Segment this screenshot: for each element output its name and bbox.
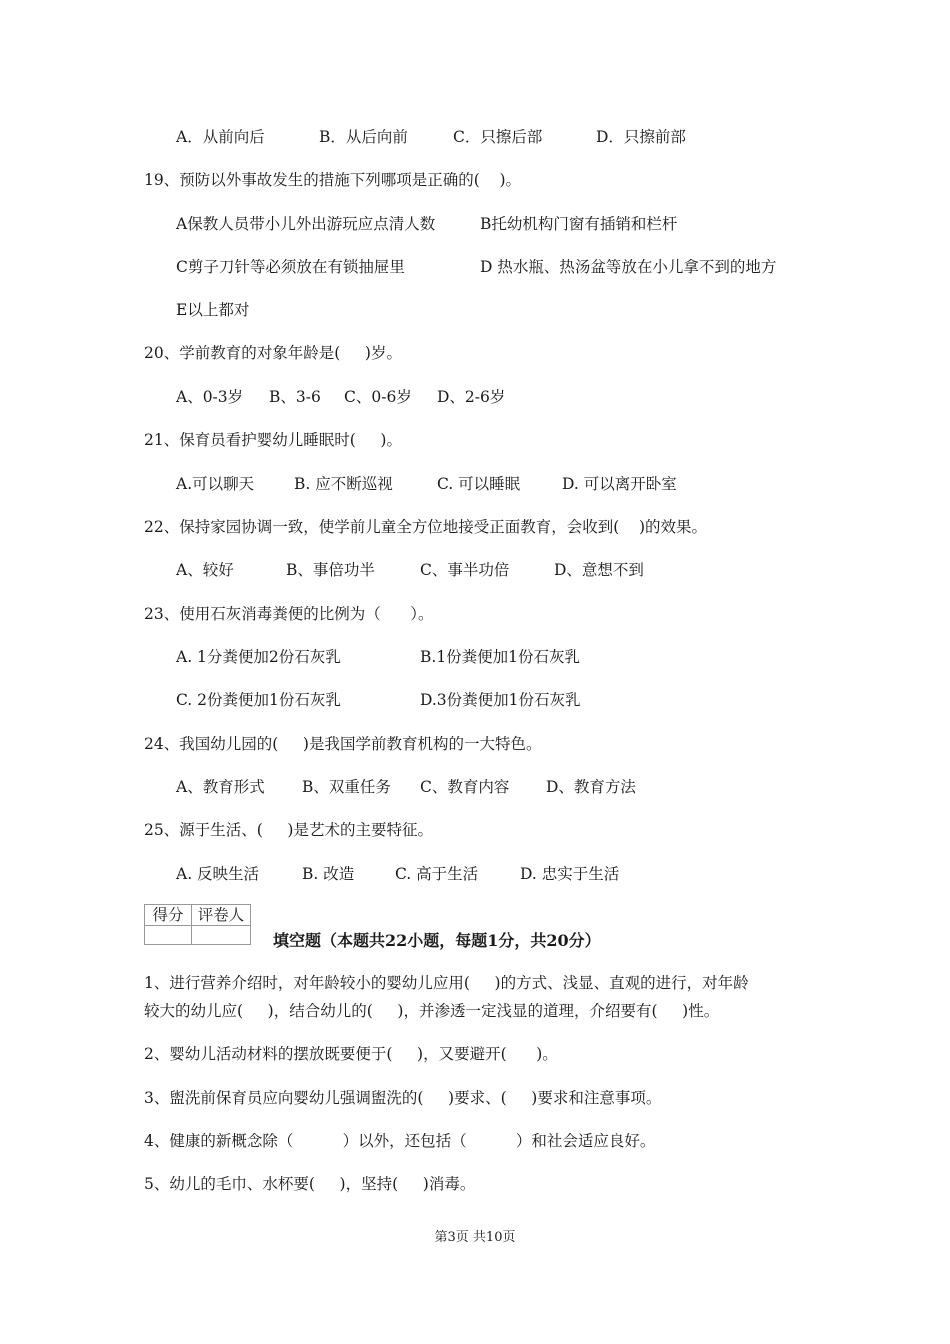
q25-stem: 25、源于生活、( )是艺术的主要特征。 [144,821,433,839]
fill-q1-line1: 1、进行营养介绍时，对年龄较小的婴幼儿应用( )的方式、浅显、直观的进行，对年龄 [144,974,749,992]
grader-cell [192,926,251,945]
page-footer: 第3页 共10页 [434,1230,516,1245]
q18-option-d: D．只擦前部 [596,128,686,146]
q22-option-d: D、意想不到 [554,561,644,579]
q19-option-e: E以上都对 [176,301,250,319]
q25-option-a: A. 反映生活 [176,865,260,883]
q20-option-b: B、3-6 [269,388,321,406]
q19-option-a: A保教人员带小儿外出游玩应点清人数 [176,215,436,233]
q23-option-c: C. 2份粪便加1份石灰乳 [176,691,341,709]
q25-option-b: B. 改造 [302,865,355,883]
fill-q1-line2: 较大的幼儿应( )，结合幼儿的( )，并渗透一定浅显的道理，介绍要有( )性。 [144,1002,720,1020]
q24-option-c: C、教育内容 [420,778,510,796]
q24-stem: 24、我国幼儿园的( )是我国学前教育机构的一大特色。 [144,735,542,753]
q21-option-d: D. 可以离开卧室 [562,475,677,493]
fill-q4: 4、健康的新概念除（ ）以外，还包括（ ）和社会适应良好。 [144,1132,656,1150]
q18-option-c: C．只擦后部 [453,128,543,146]
q23-option-b: B.1份粪便加1份石灰乳 [420,648,581,666]
q20-stem: 20、学前教育的对象年龄是( )岁。 [144,344,402,362]
q20-option-a: A、0-3岁 [176,388,244,406]
q20-option-d: D、2-6岁 [437,388,506,406]
q24-option-a: A、教育形式 [176,778,265,796]
q19-option-d: D 热水瓶、热汤盆等放在小儿拿不到的地方 [480,258,777,276]
q18-option-b: B．从后向前 [319,128,408,146]
q25-option-c: C. 高于生活 [395,865,479,883]
q21-stem: 21、保育员看护婴幼儿睡眠时( )。 [144,431,402,449]
q24-option-d: D、教育方法 [546,778,636,796]
q22-option-c: C、事半功倍 [420,561,510,579]
q19-option-c: C剪子刀针等必须放在有锁抽屉里 [176,258,405,276]
section-title: 填空题（本题共22小题，每题1分，共20分） [273,931,601,950]
q21-option-a: A.可以聊天 [176,475,255,493]
score-box [144,904,251,945]
q18-option-a: A．从前向后 [176,128,265,146]
q19-stem: 19、预防以外事故发生的措施下列哪项是正确的( )。 [144,171,522,189]
q23-option-d: D.3份粪便加1份石灰乳 [420,691,581,709]
fill-q3: 3、盥洗前保育员应向婴幼儿强调盥洗的( )要求、( )要求和注意事项。 [144,1089,662,1107]
q23-option-a: A. 1分粪便加2份石灰乳 [176,648,341,666]
q21-option-b: B. 应不断巡视 [294,475,393,493]
fill-q5: 5、幼儿的毛巾、水杯要( )，坚持( )消毒。 [144,1175,476,1193]
grader-label: 评卷人 [192,905,251,926]
q19-option-b: B托幼机构门窗有插销和栏杆 [480,215,678,233]
q25-option-d: D. 忠实于生活 [520,865,620,883]
score-cell [145,926,192,945]
score-label: 得分 [145,905,192,926]
q22-stem: 22、保持家园协调一致，使学前儿童全方位地接受正面教育，会收到( )的效果。 [144,518,708,536]
q21-option-c: C. 可以睡眠 [437,475,521,493]
q23-stem: 23、使用石灰消毒粪便的比例为（ ）。 [144,605,434,623]
q20-option-c: C、0-6岁 [344,388,412,406]
q22-option-a: A、较好 [176,561,234,579]
q24-option-b: B、双重任务 [302,778,391,796]
q22-option-b: B、事倍功半 [286,561,375,579]
fill-q2: 2、婴幼儿活动材料的摆放既要便于( )，又要避开( )。 [144,1045,558,1063]
